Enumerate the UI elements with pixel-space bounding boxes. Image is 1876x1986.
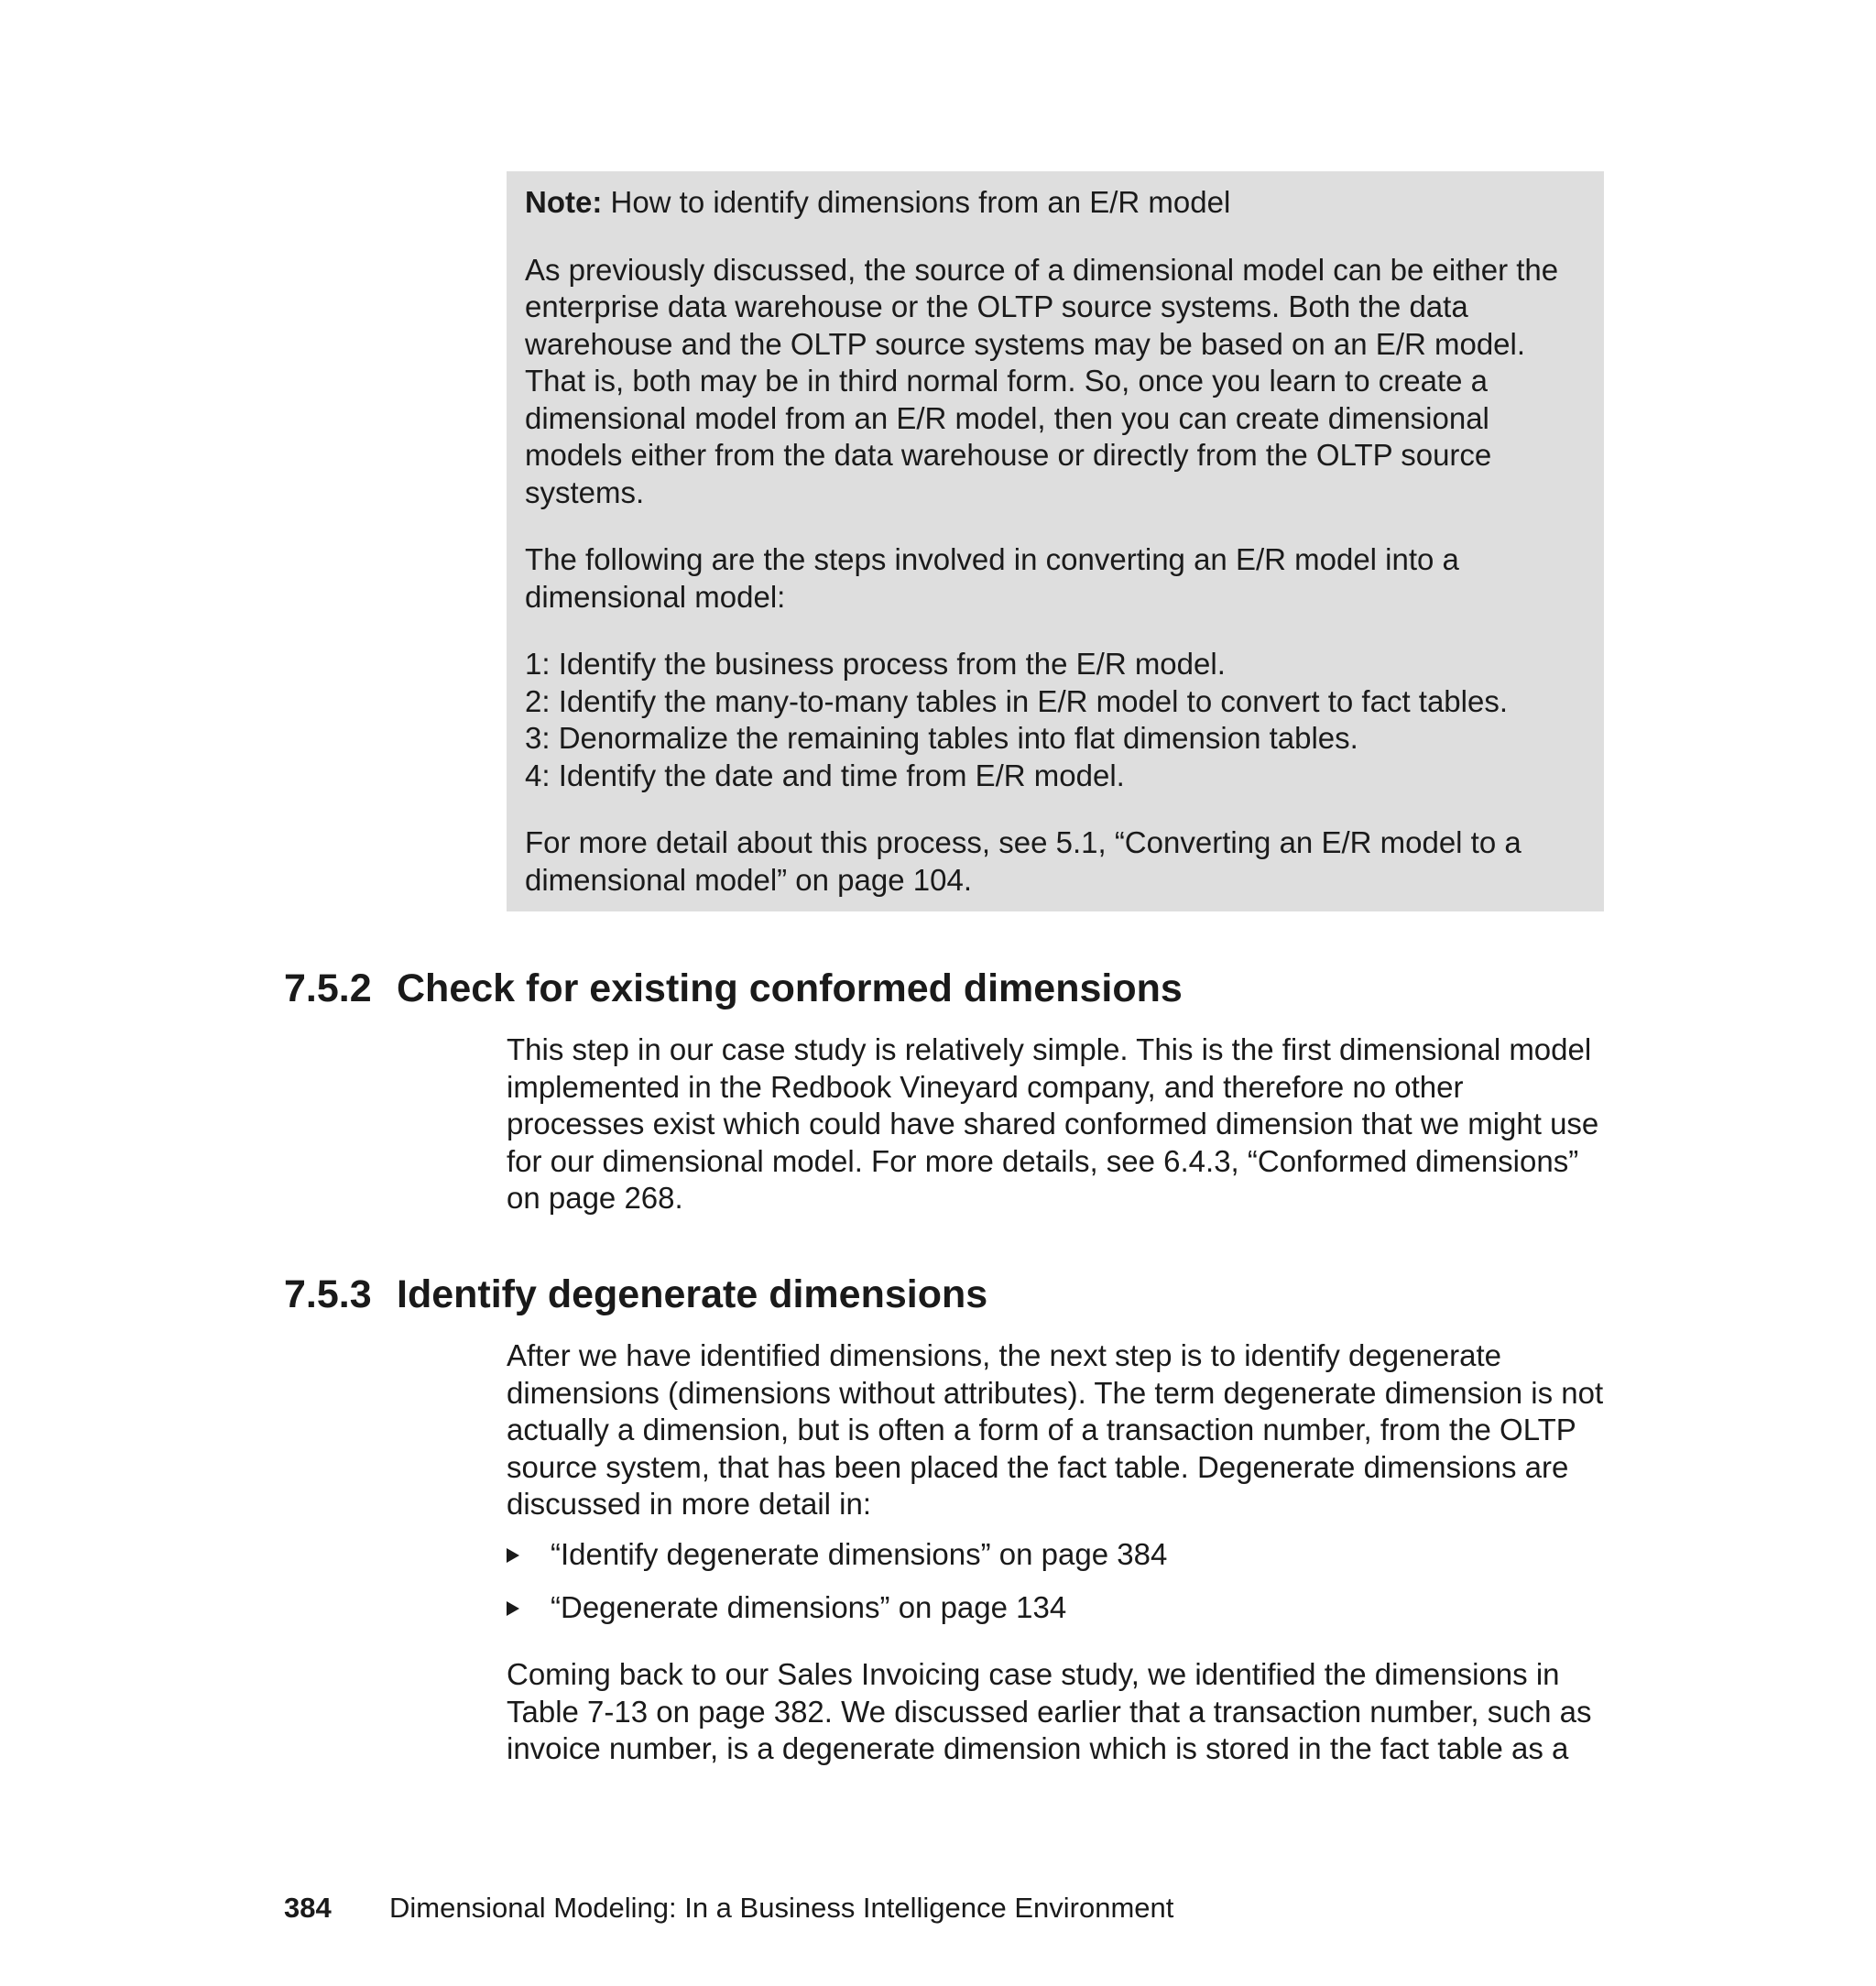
- note-step-2: 2: Identify the many-to-many tables in E/R model to convert to fact tables.: [525, 683, 1509, 718]
- reference-list: [507, 1536, 1606, 1642]
- note-box: [507, 171, 1604, 911]
- section-753-body-1: After we have identified dimensions, the next step is to identify degenerate dimensions (dimensions without attributes). The term degenerate dimension is not actually a dimension, but is often a form of a transaction number, from the OLTP source system, that has been placed the fact table. Degenerate dimensions are discussed in more detail in:: [507, 1338, 1604, 1521]
- note-step-4: 4: Identify the date and time from E/R model.: [525, 758, 1125, 792]
- section-752-title: Check for existing conformed dimensions: [397, 966, 1183, 1010]
- list-item: [507, 1589, 1606, 1627]
- page-footer: [284, 1890, 1173, 1926]
- section-752-number: 7.5.2: [284, 966, 372, 1010]
- note-paragraph-1: As previously discussed, the source of a dimensional model can be either the enterprise data warehouse or the OLTP source systems. Both the data warehouse and the OLTP source systems may be based on an E/R model. That is, both may be in third normal form. So, once you learn to create a dimensional model from an E/R model, then you can create dimensional models either from the data warehouse or directly from the OLTP source systems.: [525, 252, 1559, 509]
- section-753-body-2: Coming back to our Sales Invoicing case study, we identified the dimensions in Table 7-13 on page 382. We discussed earlier that a transaction number, such as invoice number, is a degenerate dimension which is stored in the fact table as a: [507, 1657, 1592, 1765]
- book-title: Dimensional Modeling: In a Business Intelligence Environment: [389, 1892, 1174, 1924]
- page-number: 384: [284, 1892, 332, 1924]
- list-item: [507, 1536, 1606, 1574]
- note-title: [525, 184, 1587, 222]
- note-paragraph-2: The following are the steps involved in converting an E/R model into a dimensional model:: [525, 542, 1459, 614]
- section-753-title: Identify degenerate dimensions: [397, 1272, 988, 1316]
- section-753-heading: [284, 1271, 987, 1318]
- note-paragraph-3: For more detail about this process, see 5.1, “Converting an E/R model to a dimensional model” on page 104.: [525, 825, 1522, 897]
- note-step-1: 1: Identify the business process from the E/R model.: [525, 647, 1226, 681]
- note-label: Note:: [525, 185, 603, 219]
- section-752-heading: [284, 965, 1183, 1012]
- note-steps: [525, 646, 1586, 794]
- triangle-bullet-icon: [507, 1548, 519, 1563]
- section-753-number: 7.5.3: [284, 1272, 372, 1316]
- section-752-body: This step in our case study is relatively simple. This is the first dimensional model implemented in the Redbook Vineyard company, and therefore no other processes exist which could have shared conformed dimension that we might use for our dimensional model. For more details, see 6.4.3, “Conformed dimensions” on page 268.: [507, 1032, 1599, 1215]
- triangle-bullet-icon: [507, 1601, 519, 1616]
- reference-link-1: “Identify degenerate dimensions” on page 384: [551, 1537, 1168, 1571]
- note-step-3: 3: Denormalize the remaining tables into flat dimension tables.: [525, 721, 1358, 755]
- note-title-text: How to identify dimensions from an E/R model: [602, 185, 1231, 219]
- reference-link-2: “Degenerate dimensions” on page 134: [551, 1589, 1067, 1624]
